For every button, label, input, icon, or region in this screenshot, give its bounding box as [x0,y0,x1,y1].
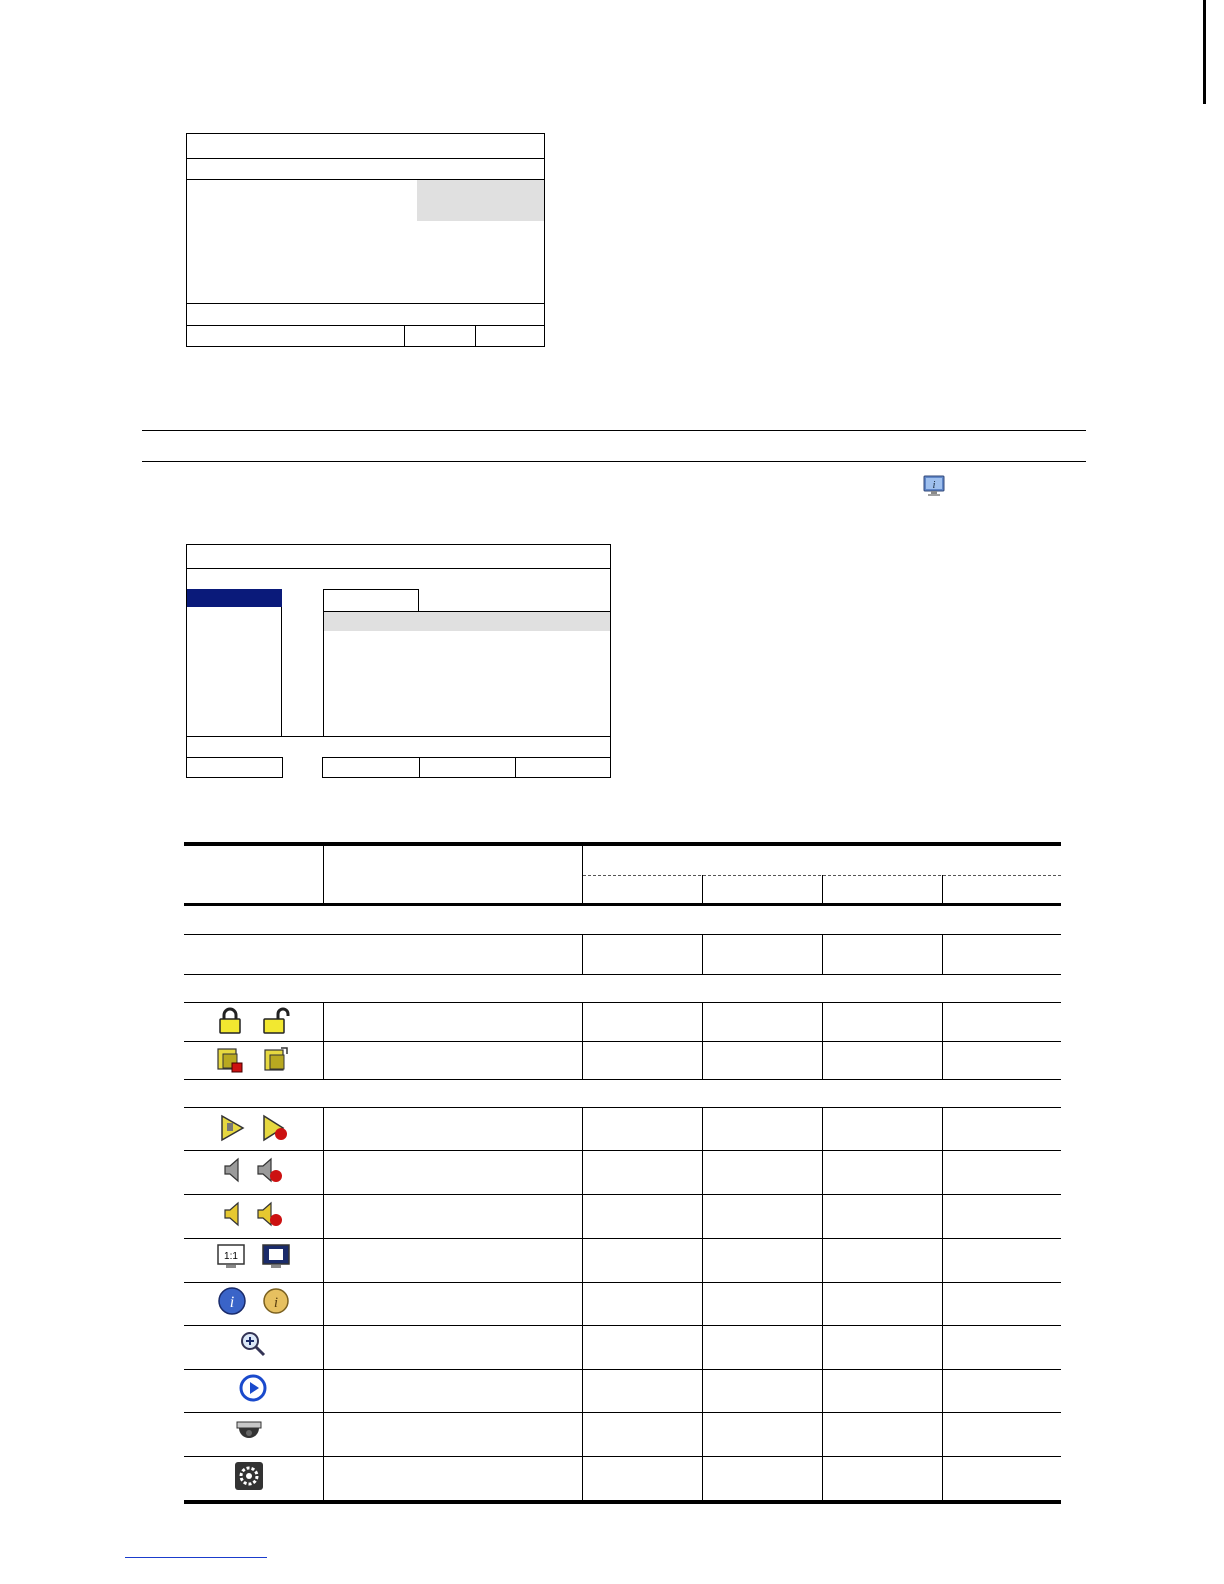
record-icon [217,1113,247,1143]
section-rule-bottom [142,461,1086,462]
dialog-2-button-gap [282,757,323,778]
svg-text:i: i [273,1295,279,1311]
table-row-line [184,1150,1061,1151]
table-row-line [184,1002,1061,1003]
table-col-line [582,1107,583,1500]
page-edge-bar [1203,0,1206,104]
key-unlock-icon [261,1045,291,1075]
table-row-line [184,1325,1061,1326]
table-header-bottom [184,903,1061,906]
unlock-icon [261,1006,291,1036]
table-col-line [702,934,703,974]
play-circle-icon [238,1373,268,1403]
monitor-info-icon [922,474,946,498]
table-col-line [702,875,703,904]
dialog-2-button-sep-2 [515,757,516,778]
speaker-yellow-muted-icon [255,1199,285,1229]
key-lock-icon [215,1045,245,1075]
table-top-border [184,842,1061,846]
table-col-line [323,846,324,904]
table-row-line [184,1107,1061,1108]
dialog-1-button-1[interactable] [404,325,475,347]
table-col-line [582,1002,583,1079]
dialog-1-title-divider [186,158,545,159]
table-col-line [582,934,583,974]
speaker-muted-icon [255,1155,285,1185]
table-col-line [942,875,943,904]
lock-icon [215,1006,245,1036]
dialog-2-menu-list[interactable] [186,607,282,736]
svg-text:i: i [229,1294,235,1311]
table-col-line [702,1002,703,1079]
table-col-line [582,846,583,904]
info-gold-icon [261,1286,291,1316]
table-row-line [184,1238,1061,1239]
table-col-line [942,1107,943,1500]
dialog-2-footer-divider [186,736,611,737]
dialog-2-button-sep-1 [419,757,420,778]
footer-link-underline[interactable] [125,1557,267,1558]
table-row-line [184,1412,1061,1413]
info-blue-icon [217,1286,247,1316]
dialog-1-highlight-cell[interactable] [417,180,544,221]
table-col-line [942,934,943,974]
dialog-2-button-divider [186,757,611,758]
table-col-line [942,1002,943,1079]
dialog-2-title-divider [186,568,611,569]
section-rule-top [142,430,1086,431]
fullscreen-icon [261,1242,291,1272]
dialog-2-selected-menu-item[interactable] [187,589,282,607]
gear-icon [234,1461,264,1491]
table-col-line [323,1107,324,1500]
record-off-icon [261,1113,291,1143]
aspect-1-1-icon [216,1242,246,1272]
table-row-line [184,1369,1061,1370]
table-row-line [184,1456,1061,1457]
speaker-icon [219,1155,249,1185]
table-row-line [184,1194,1061,1195]
dome-camera-icon [234,1417,264,1447]
dialog-1-frame [186,133,545,347]
speaker-yellow-icon [219,1199,249,1229]
svg-text:i: i [932,480,936,491]
table-col-line [822,1107,823,1500]
dialog-2-tab[interactable] [323,589,419,612]
table-col-line [822,1002,823,1079]
dialog-1-button-2[interactable] [475,325,545,347]
svg-text:1:1: 1:1 [224,1251,238,1262]
dialog-1-footer-divider [186,303,545,304]
table-row-line [184,974,1061,975]
table-bottom-border [184,1500,1061,1504]
table-row-line [184,934,1061,935]
table-row-line [184,1282,1061,1283]
table-col-line [822,934,823,974]
zoom-in-icon [238,1329,268,1359]
table-row-line [184,1041,1061,1042]
dialog-2-highlight-row[interactable] [324,612,610,631]
table-col-line [822,875,823,904]
table-row-line [184,1079,1061,1080]
table-col-line [702,1107,703,1500]
table-col-line [323,1002,324,1079]
